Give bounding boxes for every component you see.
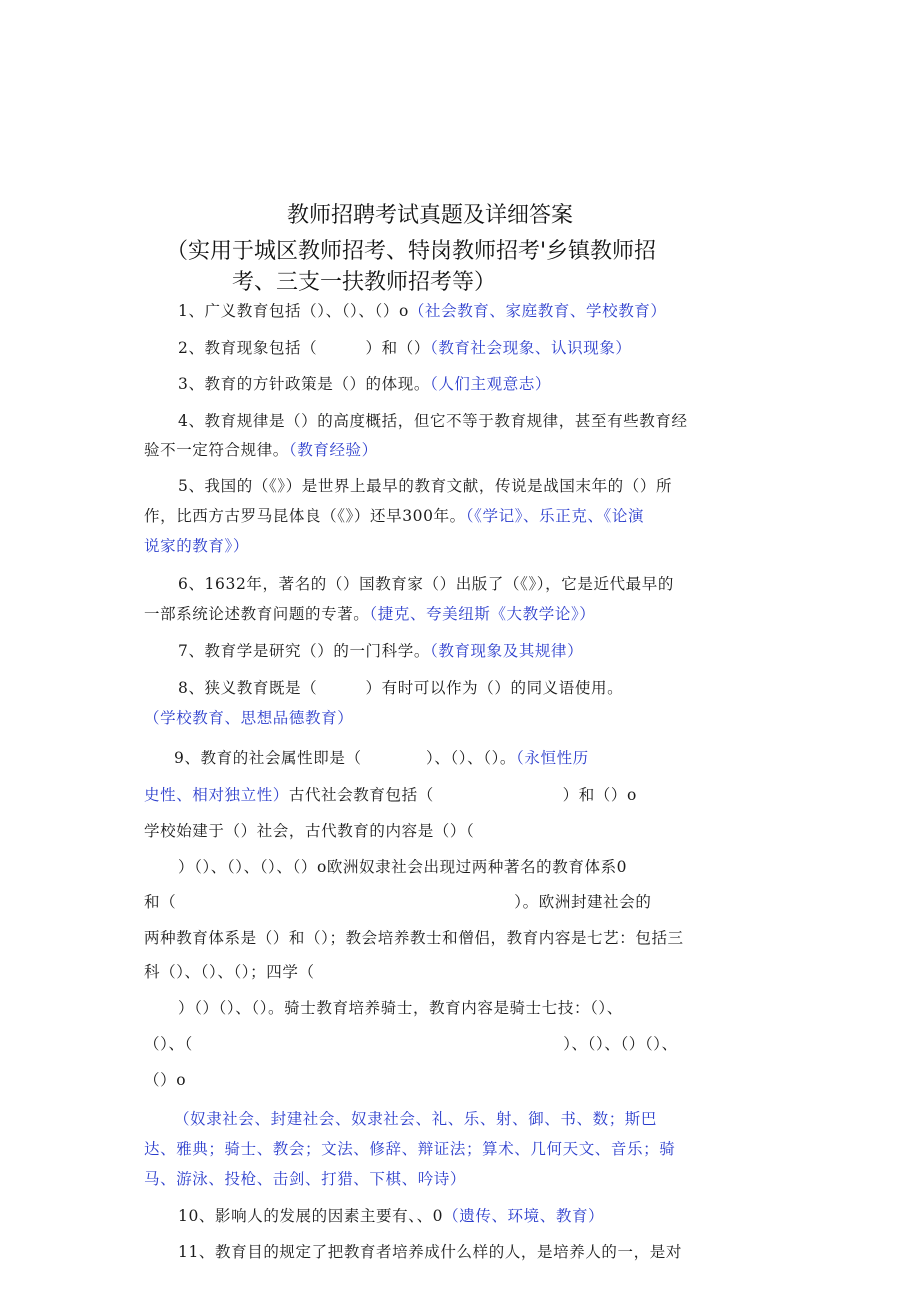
answer-text: （奴隶社会、封建社会、奴隶社会、礼、乐、射、御、书、数；斯巴	[174, 1110, 658, 1128]
answer-text: 马、游泳、投枪、击剑、打猎、下棋、吟诗）	[144, 1170, 467, 1188]
question-9-line-8	[178, 1001, 724, 1017]
question-5-line-1	[178, 479, 724, 495]
question-text: 学校始建于（）社会，古代教育的内容是（）（	[144, 822, 475, 840]
question-9-line-6	[144, 931, 724, 947]
page-title: 教师招聘考试真题及详细答案	[286, 203, 573, 228]
page-subtitle-line-1: （实用于城区教师招考、特岗教师招考'乡镇教师招	[166, 239, 657, 264]
question-text: （）、（ ）、（）、（）（）、	[144, 1035, 678, 1053]
answer-text: 说家的教育》）	[144, 537, 249, 555]
answer-text: （教育经验）	[288, 441, 378, 459]
question-text: 1、广义教育包括（）、（）、（）o	[178, 302, 409, 320]
question-9-line-7	[144, 965, 724, 981]
question-6-line-2	[144, 607, 724, 623]
answer-9-line-2	[144, 1142, 724, 1158]
question-4-line-1	[178, 414, 724, 430]
question-text: 3、教育的方针政策是（）的体现。	[178, 375, 430, 393]
question-8-line-1	[178, 681, 724, 697]
question-9-line-2	[144, 788, 724, 804]
question-5-line-2	[144, 509, 724, 525]
page-subtitle-line-2: 考、三支一扶教师招考等）	[232, 270, 497, 295]
answer-text: 达、雅典；骑士、教会；文法、修辞、辩证法；算术、几何天文、音乐；骑	[144, 1140, 676, 1158]
question-text: ）（）（）、（）。骑士教育培养骑士，教育内容是骑士七技：（）、	[178, 999, 623, 1017]
question-9-line-5	[144, 895, 724, 911]
question-text: （）o	[144, 1071, 187, 1089]
answer-text: （人们主观意志）	[429, 375, 552, 393]
question-text: 2、教育现象包括（ ）和（）	[178, 339, 430, 357]
question-9-line-4	[178, 860, 724, 876]
question-text: 一部系统论述教育问题的专著。	[144, 605, 370, 623]
question-7	[178, 644, 724, 660]
question-text: 作，比西方古罗马昆体良（《》）还早300年。	[144, 507, 466, 525]
answer-text: （学校教育、思想品德教育）	[144, 709, 354, 727]
question-9-line-1	[174, 751, 754, 767]
answer-text: （教育现象及其规律）	[429, 642, 584, 660]
question-9-line-9	[144, 1037, 724, 1053]
question-9-line-3	[144, 824, 724, 840]
answer-9-line-1	[174, 1112, 754, 1128]
question-8-line-2	[144, 711, 724, 727]
question-text: 两种教育体系是（）和（）；教会培养教士和僧侣，教育内容是七艺：包括三	[144, 929, 684, 947]
answer-text: （遗传、环境、教育）	[443, 1207, 605, 1225]
answer-text: （教育社会现象、认识现象）	[429, 339, 632, 357]
question-text: 6、1632年，著名的（）国教育家（）出版了（《》），它是近代最早的	[178, 575, 674, 593]
question-5-line-3	[144, 539, 724, 555]
answer-text: （捷克、夸美纽斯《大教学论》）	[369, 605, 596, 623]
answer-text: （《学记》、乐正克、《论演	[465, 507, 645, 525]
question-2	[178, 341, 724, 357]
question-text: 7、教育学是研究（）的一门科学。	[178, 642, 430, 660]
question-text: ）（）、（）、（）、（）o欧洲奴隶社会出现过两种著名的教育体系0	[178, 858, 628, 876]
answer-text: 史性、相对独立性）	[144, 786, 289, 804]
question-10	[178, 1209, 724, 1225]
answer-text: （永恒性历	[516, 749, 589, 767]
question-11	[178, 1245, 724, 1261]
answer-9-line-3	[144, 1172, 724, 1188]
question-text: 8、狭义教育既是（ ）有时可以作为（）的同义语使用。	[178, 679, 624, 697]
answer-text: （社会教育、家庭教育、学校教育）	[408, 302, 667, 320]
question-9-line-10	[144, 1073, 724, 1089]
question-3	[178, 377, 724, 393]
question-text: 11、教育目的规定了把教育者培养成什么样的人，是培养人的一，是对	[178, 1243, 682, 1261]
question-text: 古代社会教育包括（ ）和（）o	[288, 786, 637, 804]
question-text: 9、教育的社会属性即是（ ）、（）、（）。	[174, 749, 517, 767]
question-text: 5、我国的（《》）是世界上最早的教育文献，传说是战国末年的（）所	[178, 477, 673, 495]
question-text: 科（）、（）、（）；四学（	[144, 963, 315, 981]
question-1	[178, 304, 724, 320]
question-text: 4、教育规律是（）的高度概括，但它不等于教育规律，甚至有些教育经	[178, 412, 688, 430]
question-4-line-2	[144, 443, 724, 459]
question-6-line-1	[178, 577, 724, 593]
question-text: 10、影响人的发展的因素主要有、、0	[178, 1207, 444, 1225]
question-text: 和（ ）。欧洲封建社会的	[144, 893, 652, 911]
question-text: 验不一定符合规律。	[144, 441, 289, 459]
